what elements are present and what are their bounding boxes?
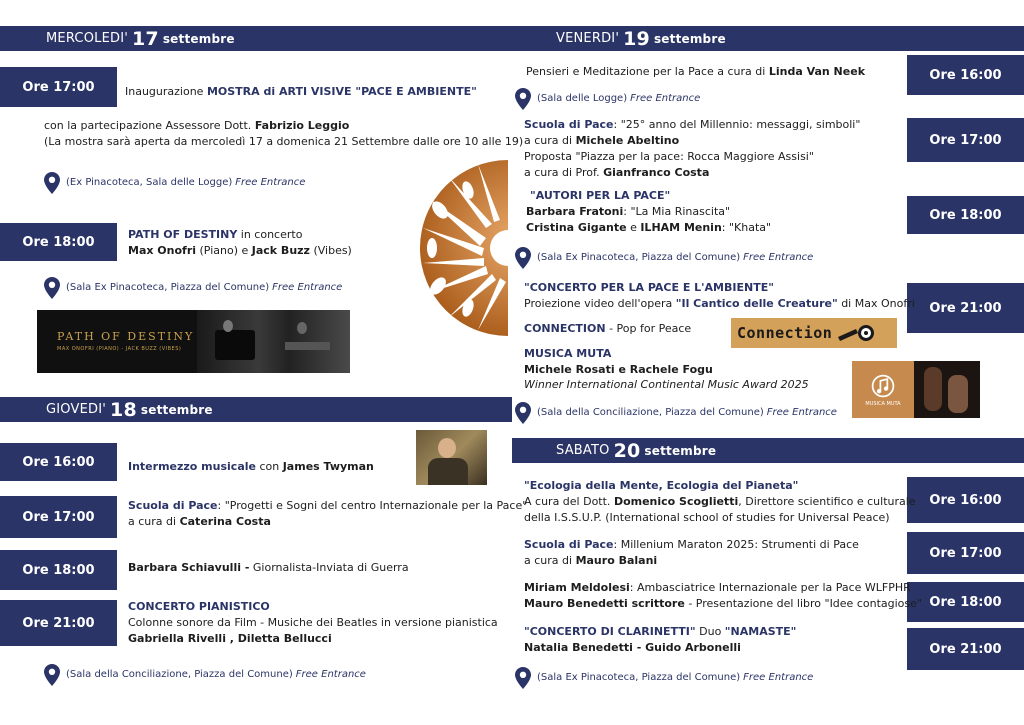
banner-photo bbox=[197, 310, 350, 373]
event-line: Proiezione video dell'opera "Il Cantico delle Creature" di Max Onofri bbox=[524, 297, 915, 310]
event-title: CONCERTO PIANISTICO bbox=[128, 600, 270, 613]
event-title: "AUTORI PER LA PACE" bbox=[530, 189, 671, 202]
day-number: 17 bbox=[132, 27, 159, 50]
connection-logo: Connection bbox=[731, 318, 897, 348]
map-pin-icon bbox=[44, 664, 60, 686]
banner-subtitle: MAX ONOFRI (PIANO) - JACK BUZZ (VIBES) bbox=[57, 346, 182, 352]
event-note: (La mostra sarà aperta da mercoledì 17 a domenica 21 Settembre dalle ore 10 alle 19) bbox=[44, 135, 524, 148]
event-line: "CONCERTO DI CLARINETTI" Duo "NAMASTE" bbox=[524, 625, 797, 638]
event-title: Inaugurazione MOSTRA di ARTI VISIVE "PACE E AMBIENTE" bbox=[125, 85, 477, 98]
day-month: settembre bbox=[162, 31, 235, 46]
location-line: (Sala Ex Pinacoteca, Piazza del Comune) Free Entrance bbox=[515, 247, 813, 269]
musica-muta-label: MUSICA MUTA bbox=[865, 400, 901, 407]
location-line: (Sala della Conciliazione, Piazza del Comune) Free Entrance bbox=[44, 664, 366, 686]
time-badge: Ore 17:00 bbox=[0, 67, 117, 107]
music-note-icon bbox=[870, 373, 896, 399]
event-title: "Ecologia della Mente, Ecologia del Pianeta" bbox=[524, 479, 799, 492]
day-month: settembre bbox=[644, 443, 717, 458]
event-line: a cura di Prof. Gianfranco Costa bbox=[524, 166, 710, 179]
day-number: 19 bbox=[623, 27, 650, 50]
day-month: settembre bbox=[140, 402, 213, 417]
event-line: Mauro Benedetti scrittore - Presentazione del libro "Idee contagiose" bbox=[524, 597, 922, 610]
event-line: Gabriella Rivelli , Diletta Bellucci bbox=[128, 632, 332, 645]
time-badge: Ore 16:00 bbox=[907, 477, 1024, 523]
event-line: A cura del Dott. Domenico Scoglietti, Direttore scientifico e culturale bbox=[524, 495, 916, 508]
location-line: (Sala Ex Pinacoteca, Piazza del Comune) Free Entrance bbox=[515, 667, 813, 689]
event-line: della I.S.S.U.P. (International school of studies for Universal Peace) bbox=[524, 511, 890, 524]
path-of-destiny-banner bbox=[37, 310, 350, 373]
event-line: Proposta "Piazza per la pace: Rocca Maggiore Assisi" bbox=[524, 150, 814, 163]
time-badge: Ore 18:00 bbox=[0, 550, 117, 590]
event-line: Barbara Fratoni: "La Mia Rinascita" bbox=[526, 205, 731, 218]
event-title: MUSICA MUTA bbox=[524, 347, 612, 360]
time-badge: Ore 17:00 bbox=[907, 532, 1024, 574]
time-badge: Ore 17:00 bbox=[0, 496, 117, 538]
event-line: Barbara Schiavulli - Giornalista-Inviata di Guerra bbox=[128, 561, 409, 574]
event-line: Scuola di Pace: "Progetti e Sogni del centro Internazionale per la Pace" bbox=[128, 499, 528, 512]
time-badge: Ore 21:00 bbox=[0, 600, 117, 646]
location-line: (Ex Pinacoteca, Sala delle Logge) Free Entrance bbox=[44, 172, 305, 194]
event-line: CONNECTION - Pop for Peace bbox=[524, 322, 692, 335]
day-prefix: SABATO bbox=[556, 443, 610, 458]
time-badge: Ore 17:00 bbox=[907, 118, 1024, 162]
day-prefix: VENERDI' bbox=[556, 31, 620, 46]
event-title: "CONCERTO PER LA PACE E L'AMBIENTE" bbox=[524, 281, 774, 294]
event-line: Scuola di Pace: "25° anno del Millennio: messaggi, simboli" bbox=[524, 118, 861, 131]
event-line: Michele Rosati e Rachele Fogu bbox=[524, 363, 713, 376]
day-number: 18 bbox=[110, 398, 137, 421]
map-pin-icon bbox=[515, 402, 531, 424]
day-prefix: GIOVEDI' bbox=[46, 402, 107, 417]
day-header-thursday bbox=[0, 397, 512, 422]
day-header-friday bbox=[512, 26, 1024, 51]
location-line: (Sala delle Logge) Free Entrance bbox=[515, 88, 700, 110]
time-badge: Ore 21:00 bbox=[907, 283, 1024, 333]
event-line: Colonne sonore da Film - Musiche dei Beatles in versione pianistica bbox=[128, 616, 498, 629]
map-pin-icon bbox=[44, 277, 60, 299]
event-line: Natalia Benedetti - Guido Arbonelli bbox=[524, 641, 741, 654]
map-pin-icon bbox=[515, 88, 531, 110]
event-line: a cura di Michele Abeltino bbox=[524, 134, 680, 147]
james-twyman-photo bbox=[416, 430, 487, 485]
event-line: Max Onofri (Piano) e Jack Buzz (Vibes) bbox=[128, 244, 352, 257]
location-line: (Sala Ex Pinacoteca, Piazza del Comune) Free Entrance bbox=[44, 277, 342, 299]
time-badge: Ore 18:00 bbox=[0, 223, 117, 261]
day-prefix: MERCOLEDI' bbox=[46, 31, 128, 46]
location-line: (Sala della Conciliazione, Piazza del Comune) Free Entrance bbox=[515, 402, 837, 424]
time-badge: Ore 16:00 bbox=[0, 443, 117, 481]
day-header-saturday bbox=[512, 438, 1024, 463]
event-line: Intermezzo musicale con James Twyman bbox=[128, 460, 374, 473]
rose-window-icon bbox=[368, 158, 508, 338]
banner-title: PATH OF DESTINY bbox=[57, 330, 195, 343]
day-header-wednesday bbox=[0, 26, 512, 51]
event-line: Miriam Meldolesi: Ambasciatrice Internazionale per la Pace WLFPHR bbox=[524, 581, 911, 594]
musica-muta-logo bbox=[852, 361, 980, 418]
time-badge: Ore 21:00 bbox=[907, 628, 1024, 670]
time-badge: Ore 18:00 bbox=[907, 196, 1024, 234]
guitar-icon bbox=[836, 323, 876, 343]
day-month: settembre bbox=[653, 31, 726, 46]
day-number: 20 bbox=[613, 439, 641, 462]
map-pin-icon bbox=[515, 247, 531, 269]
event-line: Pensieri e Meditazione per la Pace a cura di Linda Van Neek bbox=[526, 65, 866, 78]
event-line: a cura di Caterina Costa bbox=[128, 515, 271, 528]
map-pin-icon bbox=[44, 172, 60, 194]
time-badge: Ore 18:00 bbox=[907, 582, 1024, 622]
event-line: a cura di Mauro Balani bbox=[524, 554, 658, 567]
event-line: Winner International Continental Music Award 2025 bbox=[524, 378, 809, 391]
event-line: con la partecipazione Assessore Dott. Fabrizio Leggio bbox=[44, 119, 350, 132]
event-line: Scuola di Pace: Millenium Maraton 2025: Strumenti di Pace bbox=[524, 538, 859, 551]
event-line: Cristina Gigante e ILHAM Menin: "Khata" bbox=[526, 221, 772, 234]
map-pin-icon bbox=[515, 667, 531, 689]
time-badge: Ore 16:00 bbox=[907, 55, 1024, 95]
event-title: PATH OF DESTINY in concerto bbox=[128, 228, 303, 241]
